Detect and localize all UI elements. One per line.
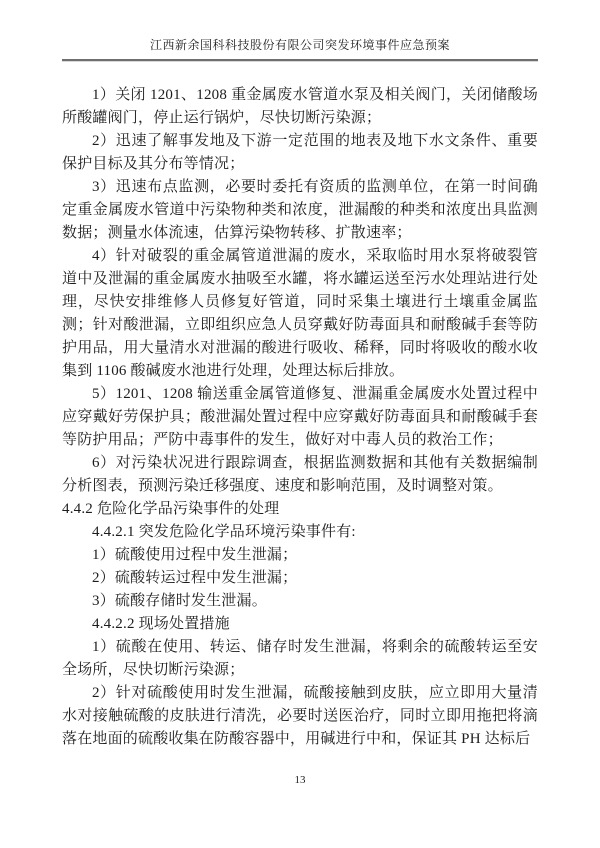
paragraph: 4）针对破裂的重金属管道泄漏的废水，采取临时用水泵将破裂管道中及泄漏的重金属废水抽吸至水罐，将水罐运送至污水处理站进行处理，尽快安排维修人员修复好管道，同时采集土壤进行土壤重金属监测；针对酸泄漏，立即组织应急人员穿戴好防毒面具和耐酸碱手套等防护用品，用大量清水对泄漏的酸进行吸收、稀释，同时将吸收的酸水收集到 1106 酸碱废水池进行处理，处理达标后排放。 [62, 248, 538, 379]
page-header-title: 江西新余国科科技股份有限公司突发环境事件应急预案 [149, 38, 450, 52]
section-heading-4-4-2: 4.4.2 危险化学品污染事件的处理 [62, 501, 280, 517]
page-number: 13 [294, 774, 306, 786]
paragraph: 6）对污染状况进行跟踪调查，根据监测数据和其他有关数据编制分析图表，预测污染迁移强度、速度和影响范围，及时调整对策。 [62, 455, 538, 494]
paragraph: 3）迅速布点监测，必要时委托有资质的监测单位，在第一时间确定重金属废水管道中污染物种类和浓度，泄漏酸的种类和浓度出具监测数据；测量水体流速，估算污染物转移、扩散速率； [62, 179, 538, 241]
paragraph: 5）1201、1208 输送重金属管道修复、泄漏重金属废水处置过程中应穿戴好劳保护具；酸泄漏处置过程中应穿戴好防毒面具和耐酸碱手套等防护用品；严防中毒事件的发生，做好对中毒人员的救治工作； [62, 386, 538, 448]
paragraph: 1）硫酸在使用、转运、储存时发生泄漏，将剩余的硫酸转运至安全场所，尽快切断污染源； [62, 639, 538, 678]
paragraph: 1）关闭 1201、1208 重金属废水管道水泵及相关阀门，关闭储酸场所酸罐阀门，停止运行锅炉，尽快切断污染源； [62, 87, 538, 126]
header-divider [62, 59, 538, 62]
paragraph: 1）硫酸使用过程中发生泄漏； [92, 547, 298, 563]
paragraph: 2）针对硫酸使用时发生泄漏，硫酸接触到皮肤，应立即用大量清水对接触硫酸的皮肤进行清洗，必要时送医治疗，同时立即用拖把将滴落在地面的硫酸收集在防酸容器中，用碱进行中和，保证其 PH 达标后 [62, 685, 538, 747]
section-heading-4-4-2-1: 4.4.2.1 突发危险化学品环境污染事件有: [92, 524, 356, 540]
paragraph: 2）迅速了解事发地及下游一定范围的地表及地下水文条件、重要保护目标及其分布等情况； [62, 133, 538, 172]
paragraph: 3）硫酸存储时发生泄漏。 [92, 593, 267, 609]
document-body [62, 84, 538, 751]
paragraph: 2）硫酸转运过程中发生泄漏； [92, 570, 298, 586]
section-heading-4-4-2-2: 4.4.2.2 现场处置措施 [92, 616, 230, 632]
